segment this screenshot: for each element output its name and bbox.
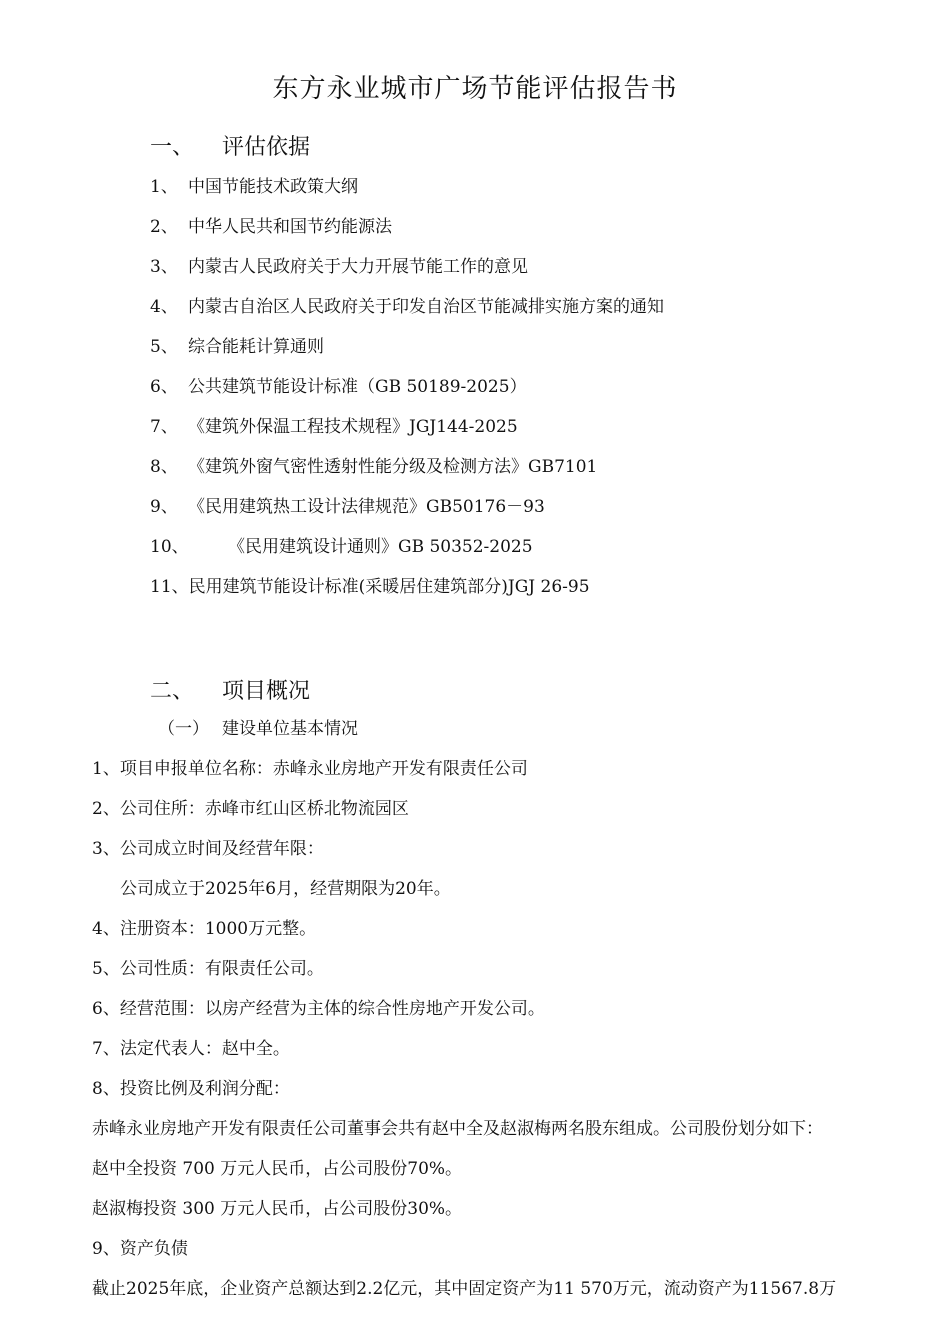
item-number: 9、 (150, 497, 178, 517)
item-text: 民用建筑节能设计标准(采暖居住建筑部分)JGJ 26-95 (188, 577, 590, 597)
subsection-number: （一） (158, 719, 209, 739)
basis-item-1 (150, 172, 358, 197)
paragraph-established: 公司成立于2025年6月，经营期限为20年。 (120, 879, 451, 899)
paragraph-shareholders: 赤峰永业房地产开发有限责任公司董事会共有赵中全及赵淑梅两名股东组成。公司股份划分如下： (92, 1119, 823, 1139)
item-text: 中华人民共和国节约能源法 (188, 217, 392, 237)
section1-heading (150, 130, 310, 161)
paragraph-address: 2、公司住所：赤峰市红山区桥北物流园区 (92, 799, 409, 819)
item-number: 10、 (150, 537, 189, 557)
item-number: 2、 (150, 217, 178, 237)
item-number: 1、 (150, 177, 178, 197)
document-title: 东方永业城市广场节能评估报告书 (272, 74, 678, 104)
item-number: 3、 (150, 257, 178, 277)
paragraph-assets-heading: 9、资产负债 (92, 1239, 188, 1259)
paragraph-share-1: 赵中全投资 700 万元人民币，占公司股份70%。 (92, 1159, 463, 1179)
item-number: 4、 (150, 297, 178, 317)
item-text: 综合能耗计算通则 (188, 337, 324, 357)
section1-title: 评估依据 (222, 135, 311, 160)
section2-heading (150, 674, 310, 705)
section1-number: 一、 (150, 135, 195, 160)
item-number: 5、 (150, 337, 178, 357)
paragraph-representative: 7、法定代表人：赵中全。 (92, 1039, 290, 1059)
basis-item-11 (150, 572, 590, 597)
item-text: 《建筑外窗气密性透射性能分级及检测方法》GB7101 (188, 457, 598, 477)
item-text: 《民用建筑设计通则》GB 50352-2025 (228, 537, 533, 557)
item-number: 8、 (150, 457, 178, 477)
item-text: 《建筑外保温工程技术规程》JGJ144-2025 (188, 417, 518, 437)
item-text: 中国节能技术政策大纲 (188, 177, 358, 197)
paragraph-scope: 6、经营范围：以房产经营为主体的综合性房地产开发公司。 (92, 999, 545, 1019)
basis-item-9 (150, 492, 545, 517)
basis-item-10 (150, 532, 533, 557)
item-number: 11、 (150, 577, 189, 597)
paragraph-company-name: 1、项目申报单位名称：赤峰永业房地产开发有限责任公司 (92, 759, 528, 779)
item-text: 公共建筑节能设计标准（GB 50189-2025） (188, 377, 527, 397)
section2-number: 二、 (150, 679, 195, 704)
basis-item-5 (150, 332, 324, 357)
basis-item-3 (150, 252, 528, 277)
paragraph-nature: 5、公司性质：有限责任公司。 (92, 959, 324, 979)
subsection-title: 建设单位基本情况 (222, 719, 358, 739)
basis-item-8 (150, 452, 597, 477)
paragraph-assets: 截止2025年底，企业资产总额达到2.2亿元，其中固定资产为11 570万元，流动资产为11567.8万 (92, 1279, 837, 1299)
basis-item-6 (150, 372, 527, 397)
paragraph-capital: 4、注册资本：1000万元整。 (92, 919, 317, 939)
item-text: 《民用建筑热工设计法律规范》GB50176－93 (188, 497, 545, 517)
item-number: 6、 (150, 377, 178, 397)
item-number: 7、 (150, 417, 178, 437)
paragraph-established-heading: 3、公司成立时间及经营年限： (92, 839, 324, 859)
basis-item-4 (150, 292, 664, 317)
item-text: 内蒙古人民政府关于大力开展节能工作的意见 (188, 257, 528, 277)
subsection-heading (158, 714, 358, 739)
basis-item-7 (150, 412, 518, 437)
basis-item-2 (150, 212, 392, 237)
section2-title: 项目概况 (222, 679, 311, 704)
paragraph-share-2: 赵淑梅投资 300 万元人民币，占公司股份30%。 (92, 1199, 463, 1219)
paragraph-investment-heading: 8、投资比例及利润分配： (92, 1079, 290, 1099)
item-text: 内蒙古自治区人民政府关于印发自治区节能减排实施方案的通知 (188, 297, 664, 317)
